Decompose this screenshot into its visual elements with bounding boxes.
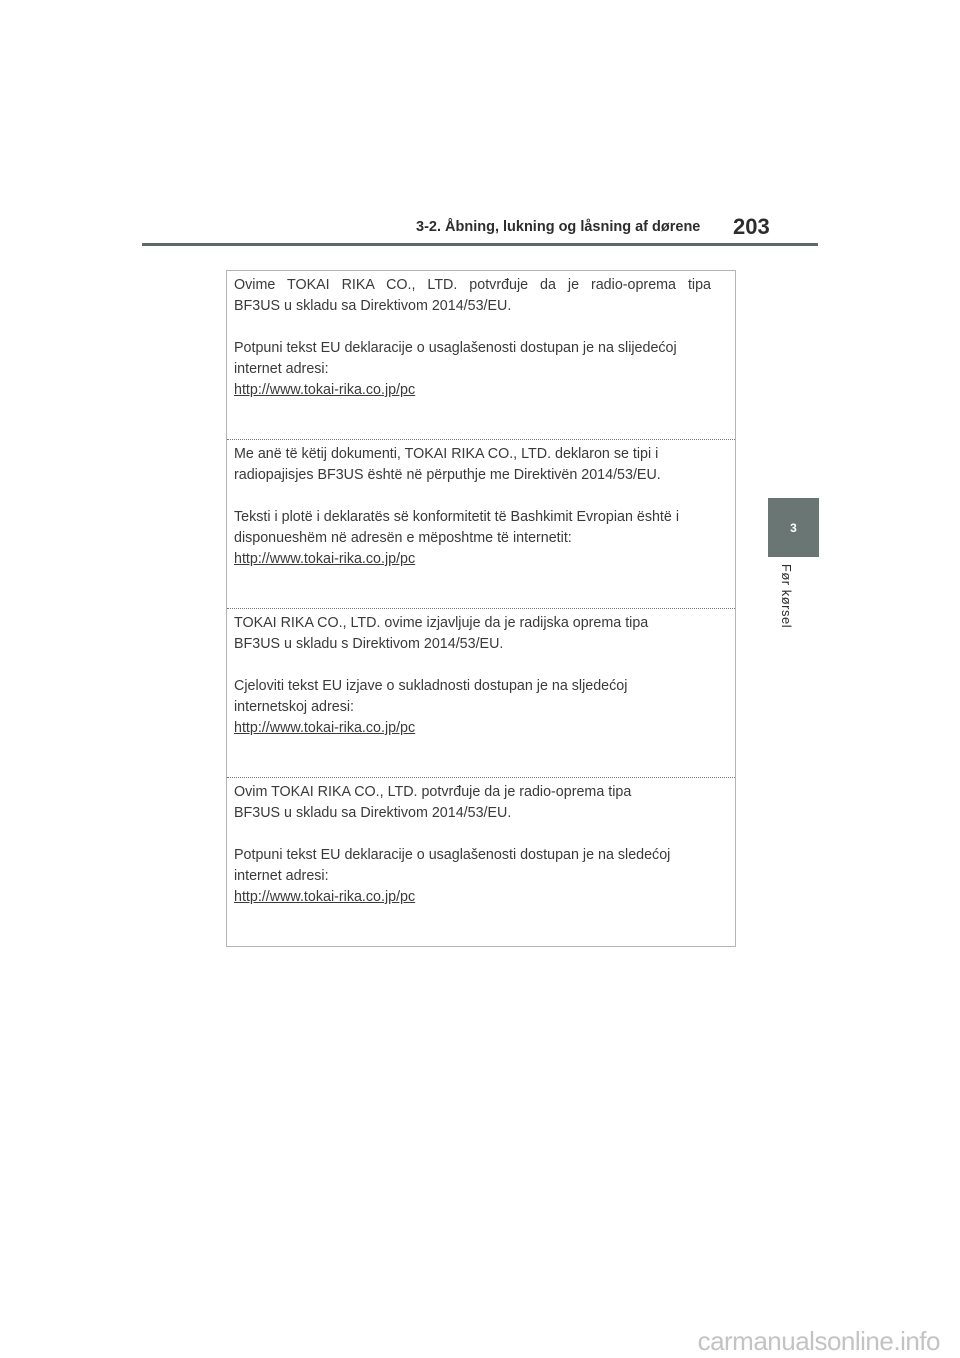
- declaration-line: Potpuni tekst EU deklaracije o usaglašenosti dostupan je na slijedećoj: [234, 340, 677, 356]
- declaration-line: Potpuni tekst EU deklaracije o usaglašenosti dostupan je na sledećoj: [234, 847, 671, 863]
- declaration-line: internet adresi:: [234, 868, 329, 884]
- declaration-line: Ovim TOKAI RIKA CO., LTD. potvrđuje da je radio-oprema tipa: [234, 784, 632, 800]
- chapter-label: Før kørsel: [779, 563, 794, 629]
- declaration-line: BF3US u skladu s Direktivom 2014/53/EU.: [234, 636, 504, 652]
- declarations-box: [226, 270, 736, 947]
- declaration-line: internetskoj adresi:: [234, 699, 354, 715]
- declaration-link[interactable]: http://www.tokai-rika.co.jp/pc: [234, 551, 416, 567]
- watermark: carmanualsonline.info: [697, 1326, 940, 1356]
- declaration-line: Me anë të këtij dokumenti, TOKAI RIKA CO., LTD. deklaron se tipi i: [234, 446, 659, 462]
- declaration-link[interactable]: http://www.tokai-rika.co.jp/pc: [234, 889, 416, 905]
- page-header-title: 3-2. Åbning, lukning og låsning af dørene: [416, 219, 701, 235]
- chapter-tab: [768, 498, 819, 557]
- declaration-block-montenegrin: [227, 271, 735, 440]
- declaration-link[interactable]: http://www.tokai-rika.co.jp/pc: [234, 382, 416, 398]
- declaration-block-albanian: [227, 440, 735, 609]
- declaration-line: TOKAI RIKA CO., LTD. ovime izjavljuje da je radijska oprema tipa: [234, 615, 649, 631]
- declaration-block-croatian: [227, 609, 735, 778]
- header-divider: [142, 243, 818, 246]
- declaration-line: Teksti i plotë i deklaratës së konformitetit të Bashkimit Evropian është i: [234, 509, 679, 525]
- declaration-line: BF3US u skladu sa Direktivom 2014/53/EU.: [234, 805, 512, 821]
- declaration-block-serbian: [227, 778, 735, 947]
- declaration-link[interactable]: http://www.tokai-rika.co.jp/pc: [234, 720, 416, 736]
- chapter-number: 3: [790, 520, 797, 535]
- declaration-line: Cjeloviti tekst EU izjave o sukladnosti dostupan je na sljedećoj: [234, 678, 628, 694]
- page-number: 203: [733, 214, 770, 239]
- declaration-line: disponueshëm në adresën e mëposhtme të internetit:: [234, 530, 572, 546]
- declaration-line: Ovime TOKAI RIKA CO., LTD. potvrđuje da je radio-oprema tipa: [234, 277, 711, 293]
- declaration-line: BF3US u skladu sa Direktivom 2014/53/EU.: [234, 298, 512, 314]
- declaration-line: internet adresi:: [234, 361, 329, 377]
- declaration-line: radiopajisjes BF3US është në përputhje me Direktivën 2014/53/EU.: [234, 467, 661, 483]
